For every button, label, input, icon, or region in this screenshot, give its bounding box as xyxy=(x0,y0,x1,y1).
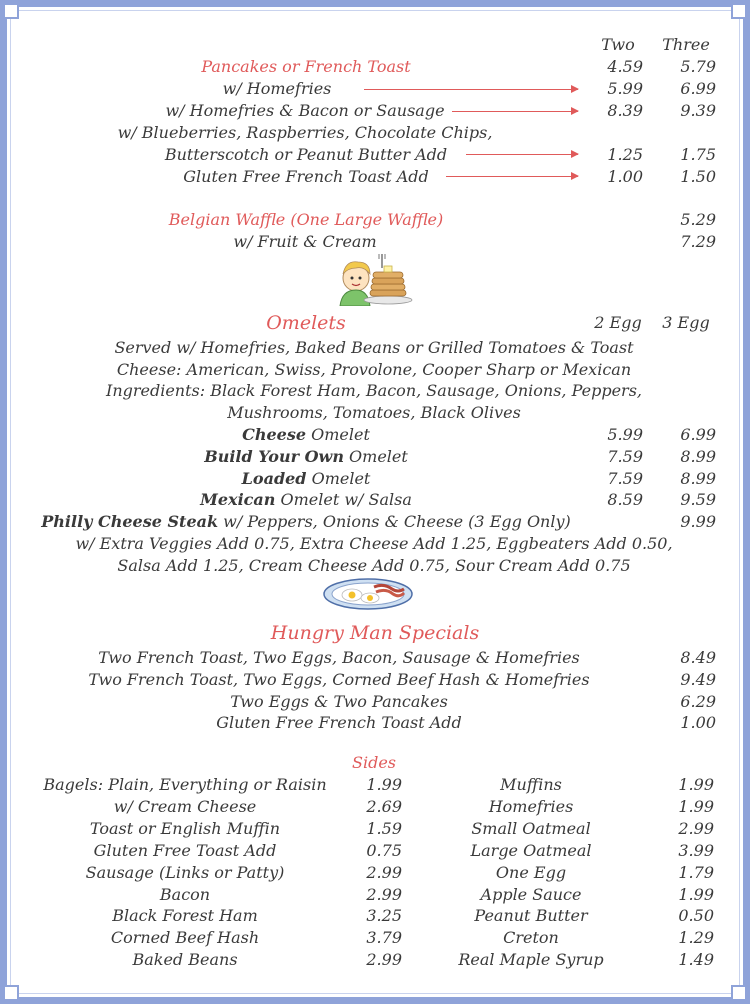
side-item-label: Real Maple Syrup xyxy=(458,950,604,969)
price-three: 5.79 xyxy=(680,57,716,76)
arrow-icon xyxy=(364,89,578,90)
corner-ornament xyxy=(3,985,19,1001)
price-three-egg: 8.99 xyxy=(680,469,716,488)
side-item-price: 2.99 xyxy=(366,950,402,969)
omelet-description: Ingredients: Black Forest Ham, Bacon, Sausage, Onions, Peppers, xyxy=(105,381,643,400)
column-header-two: Two xyxy=(601,35,635,54)
side-item-label: Apple Sauce xyxy=(480,885,582,904)
price: 7.29 xyxy=(680,232,716,251)
price-two-egg: 7.59 xyxy=(607,447,643,466)
price: 8.49 xyxy=(680,648,716,667)
side-item-label: Sausage (Links or Patty) xyxy=(85,863,285,882)
price-three: 9.39 xyxy=(680,101,716,120)
omelet-item: Loaded Omelet xyxy=(241,469,371,488)
price-three-egg: 9.59 xyxy=(680,490,716,509)
side-item-price: 0.50 xyxy=(678,906,714,925)
omelets-heading: Omelets xyxy=(266,312,346,334)
price: 5.29 xyxy=(680,210,716,229)
price-three: 6.99 xyxy=(680,79,716,98)
side-item-price: 1.79 xyxy=(678,863,714,882)
price-three: 1.75 xyxy=(680,145,716,164)
side-item-price: 2.99 xyxy=(366,863,402,882)
price: 9.99 xyxy=(680,512,716,531)
side-item-price: 3.25 xyxy=(366,906,402,925)
side-item-price: 0.75 xyxy=(366,841,402,860)
price-two: 5.99 xyxy=(607,79,643,98)
corner-ornament xyxy=(3,3,19,19)
side-item-label: Peanut Butter xyxy=(474,906,588,925)
side-item-label: Bagels: Plain, Everything or Raisin xyxy=(43,775,327,794)
corner-ornament xyxy=(731,3,747,19)
price-two: 1.25 xyxy=(607,145,643,164)
corner-ornament xyxy=(731,985,747,1001)
side-item-price: 1.99 xyxy=(366,775,402,794)
menu-item-label: w/ Homefries xyxy=(222,79,332,98)
side-item-label: Homefries xyxy=(488,797,574,816)
side-item-label: Creton xyxy=(503,928,559,947)
menu-item-label: w/ Fruit & Cream xyxy=(233,232,377,251)
omelet-item: Build Your Own Omelet xyxy=(204,447,408,466)
side-item-price: 1.99 xyxy=(678,775,714,794)
omelet-extras: w/ Extra Veggies Add 0.75, Extra Cheese Add 1.25, Eggbeaters Add 0.50, xyxy=(75,534,673,553)
hungry-man-heading: Hungry Man Specials xyxy=(270,622,480,644)
omelet-item: Cheese Omelet xyxy=(242,425,370,444)
arrow-icon xyxy=(446,176,578,177)
arrow-icon xyxy=(452,111,578,112)
side-item-label: Bacon xyxy=(159,885,211,904)
sides-heading: Sides xyxy=(352,753,396,772)
price-three: 1.50 xyxy=(680,167,716,186)
eggs-bacon-plate-illustration xyxy=(322,577,414,611)
special-item: Two French Toast, Two Eggs, Bacon, Sausage & Homefries xyxy=(98,648,580,667)
side-item-price: 1.59 xyxy=(366,819,402,838)
side-item-price: 1.49 xyxy=(678,950,714,969)
pancakes-heading: Pancakes or French Toast xyxy=(201,57,411,76)
price-three-egg: 6.99 xyxy=(680,425,716,444)
side-item-price: 3.99 xyxy=(678,841,714,860)
side-item-label: Toast or English Muffin xyxy=(89,819,281,838)
side-item-price: 1.99 xyxy=(678,797,714,816)
side-item-label: Muffins xyxy=(500,775,562,794)
price-two: 4.59 xyxy=(607,57,643,76)
side-item-price: 2.99 xyxy=(366,885,402,904)
price: 1.00 xyxy=(680,713,716,732)
side-item-price: 1.99 xyxy=(678,885,714,904)
side-item-label: Gluten Free Toast Add xyxy=(93,841,277,860)
omelet-item-philly: Philly Cheese Steak w/ Peppers, Onions & Cheese (3 Egg Only) xyxy=(41,512,571,531)
omelet-description: Mushrooms, Tomatoes, Black Olives xyxy=(227,403,521,422)
side-item-label: Baked Beans xyxy=(132,950,238,969)
side-item-price: 2.99 xyxy=(678,819,714,838)
price-two: 8.39 xyxy=(607,101,643,120)
menu-item-label: w/ Blueberries, Raspberries, Chocolate Chips, xyxy=(117,123,493,142)
column-header-three-egg: 3 Egg xyxy=(662,313,710,332)
side-item-label: Corned Beef Hash xyxy=(110,928,260,947)
omelet-extras: Salsa Add 1.25, Cream Cheese Add 0.75, Sour Cream Add 0.75 xyxy=(117,556,631,575)
price-three-egg: 8.99 xyxy=(680,447,716,466)
menu-item-label: Gluten Free French Toast Add xyxy=(183,167,429,186)
arrow-icon xyxy=(466,154,578,155)
side-item-price: 3.79 xyxy=(366,928,402,947)
column-header-three: Three xyxy=(662,35,710,54)
side-item-label: Small Oatmeal xyxy=(471,819,591,838)
omelet-description: Cheese: American, Swiss, Provolone, Cooper Sharp or Mexican xyxy=(116,360,632,379)
side-item-label: Black Forest Ham xyxy=(112,906,258,925)
menu-item-label: w/ Homefries & Bacon or Sausage xyxy=(165,101,445,120)
special-item: Two Eggs & Two Pancakes xyxy=(230,692,448,711)
price-two-egg: 7.59 xyxy=(607,469,643,488)
side-item-price: 2.69 xyxy=(366,797,402,816)
price-two-egg: 8.59 xyxy=(607,490,643,509)
price: 9.49 xyxy=(680,670,716,689)
side-item-label: w/ Cream Cheese xyxy=(113,797,257,816)
pancake-kid-illustration xyxy=(336,252,414,306)
price-two: 1.00 xyxy=(607,167,643,186)
side-item-label: One Egg xyxy=(495,863,567,882)
special-item: Two French Toast, Two Eggs, Corned Beef Hash & Homefries xyxy=(88,670,590,689)
waffle-heading: Belgian Waffle (One Large Waffle) xyxy=(168,210,444,229)
price: 6.29 xyxy=(680,692,716,711)
omelet-description: Served w/ Homefries, Baked Beans or Grilled Tomatoes & Toast xyxy=(114,338,634,357)
column-header-two-egg: 2 Egg xyxy=(594,313,642,332)
omelet-item: Mexican Omelet w/ Salsa xyxy=(200,490,412,509)
price-two-egg: 5.99 xyxy=(607,425,643,444)
special-item: Gluten Free French Toast Add xyxy=(216,713,462,732)
menu-item-label: Butterscotch or Peanut Butter Add xyxy=(164,145,448,164)
side-item-price: 1.29 xyxy=(678,928,714,947)
side-item-label: Large Oatmeal xyxy=(470,841,592,860)
